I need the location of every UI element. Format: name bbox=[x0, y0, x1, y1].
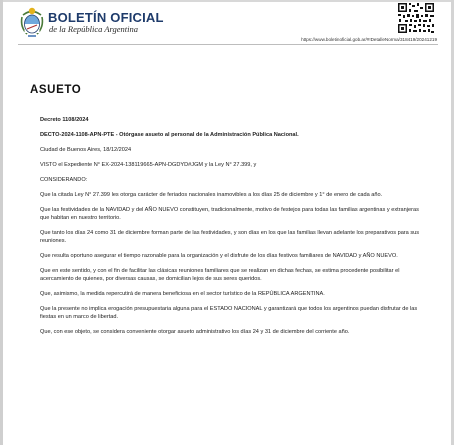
considerando-heading: CONSIDERANDO: bbox=[40, 177, 88, 183]
considerando-paragraph: Que resulta oportuno asegurar el tiempo razonable para la organización y el disfrute de los días festivos familiares de NAVIDAD y AÑO NUEVO. bbox=[40, 253, 398, 259]
considerando-paragraph: Que tanto los días 24 como 31 de diciembre forman parte de las festividades, y son días en los que las familias llevan adelante los preparativos para sus reuniones. bbox=[40, 230, 420, 244]
decree-number: Decreto 1108/2024 bbox=[40, 117, 89, 123]
brand-subtitle: de la República Argentina bbox=[49, 24, 138, 34]
document-header bbox=[0, 0, 454, 50]
considerando-paragraph: Que, con ese objeto, se considera conveniente otorgar asueto administrativo los días 24 y 31 de diciembre del corriente año. bbox=[40, 329, 350, 335]
considerando-paragraph: Que las festividades de la NAVIDAD y del AÑO NUEVO constituyen, tradicionalmente, motivo de festejos para todas las familias argentinas y extranjeras que habitan en nuestro territorio. bbox=[40, 207, 419, 221]
qr-code-icon bbox=[397, 2, 435, 34]
considerando-paragraph: Que en este sentido, y con el fin de facilitar las clásicas reuniones familiares que se realizan en dichas fechas, se estima procedente posibilitar el acercamiento de quienes, por diversas causas, se domicilian lejos de sus seres queridos. bbox=[40, 268, 400, 282]
considerando-paragraph: Que la presente no implica erogación presupuestaria alguna para el ESTADO NACIONAL y garantizará que todos los argentinos puedan disfrutar de las fiestas en un marco de libertad. bbox=[40, 306, 418, 320]
header-divider bbox=[18, 44, 438, 45]
considerando-paragraph: Que, asimismo, la medida repercutirá de manera beneficiosa en el sector turístico de la REPÚBLICA ARGENTINA. bbox=[40, 291, 325, 297]
source-url[interactable]: https://www.boletinoficial.gob.ar/#!DetalleNorma/318419/20241219 bbox=[301, 37, 437, 42]
decree-heading: DECTO-2024-1108-APN-PTE - Otórgase asueto al personal de la Administración Pública Nacional. bbox=[40, 132, 299, 138]
document-title: ASUETO bbox=[30, 84, 82, 96]
visto-paragraph: VISTO el Expediente N° EX-2024-138119665-APN-DGDYD#JGM y la Ley N° 27.399, y bbox=[40, 162, 257, 168]
document-body bbox=[40, 116, 420, 343]
brand-title: BOLETÍN OFICIAL bbox=[48, 10, 164, 25]
window-left-border bbox=[0, 0, 3, 445]
considerando-paragraph: Que la citada Ley N° 27.399 les otorga carácter de feriados nacionales inamovibles a los días 25 de diciembre y 1° de enero de cada año. bbox=[40, 192, 383, 198]
place-date: Ciudad de Buenos Aires, 18/12/2024 bbox=[40, 147, 132, 153]
national-coat-of-arms-icon bbox=[19, 5, 45, 38]
